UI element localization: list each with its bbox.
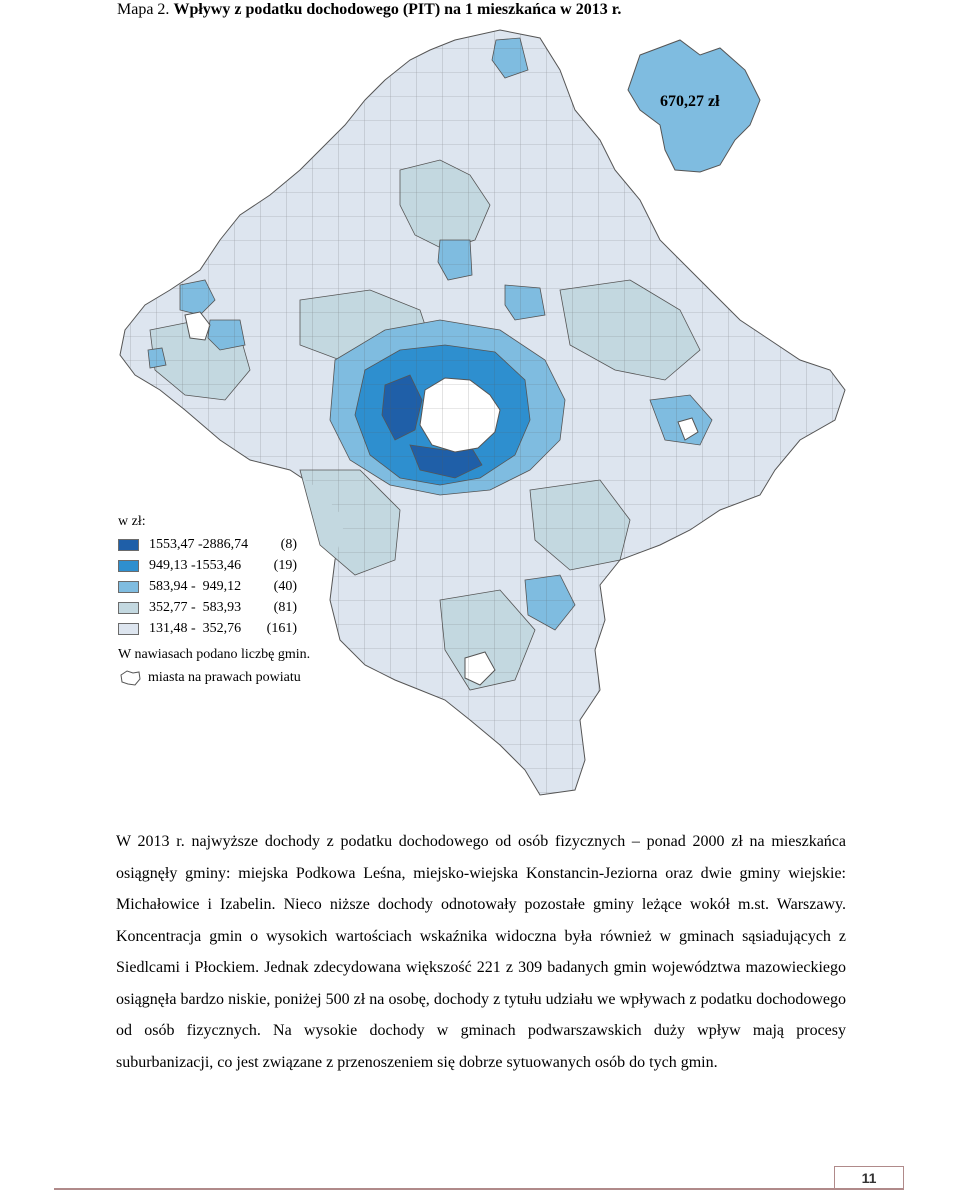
legend-city-entry (118, 669, 348, 687)
map-legend (118, 514, 348, 687)
body-paragraph: W 2013 r. najwyższe dochody z podatku dochodowego od osób fizycznych – ponad 2000 zł na mieszkańca osiągnęły gminy: miejska Podkowa Leśna, miejsko-wiejska Konstancin-Jeziorna oraz dwie gminy wiejskie: Michałowice i Izabelin. Nieco niższe dochody odnotowały pozostałe gminy leżące wokół m.st. Warszawy. Koncentracja gmin o wysokich wartościach wskaźnika widoczna była również w gminach sąsiadujących z Siedlcami i Płockiem. Jednak zdecydowana większość 221 z 309 badanych gmin województwa mazowieckiego osiągnęła bardzo niskie, poniżej 500 zł na osobę, dochody z tytułu udziału we wpływach z podatku dochodowego od osób fizycznych. Na wysokie dochody w gminach podwarszawskich duży wpływ mają procesy suburbanizacji, co jest związane z przenoszeniem się dobrze sytuowanych osób do tych gmin. (116, 833, 846, 1071)
legend-count: (81) (273, 599, 297, 615)
legend-count: (161) (266, 620, 297, 636)
legend-item (118, 576, 348, 597)
legend-item (118, 597, 348, 618)
legend-range: 352,77 - 583,93 (149, 599, 242, 615)
legend-count: (40) (273, 578, 297, 594)
legend-range: 583,94 - 949,12 (149, 578, 242, 594)
legend-item (118, 534, 348, 555)
caption-title: Wpływy z podatku dochodowego (PIT) na 1 mieszkańca w 2013 r. (173, 1, 622, 18)
legend-swatch (118, 581, 139, 593)
legend-count: (8) (280, 536, 297, 552)
legend-range: 131,48 - 352,76 (149, 620, 242, 636)
legend-city-label: miasta na prawach powiatu (148, 670, 301, 685)
legend-range: 949,13 -1553,46 (149, 557, 242, 573)
legend-swatch (118, 539, 139, 551)
legend-swatch (118, 623, 139, 635)
legend-item (118, 618, 348, 639)
legend-rows (118, 534, 348, 639)
legend-note: W nawiasach podano liczbę gmin. (118, 647, 311, 662)
legend-range: 1553,47 -2886,74 (149, 536, 249, 552)
legend-count: (19) (273, 557, 297, 573)
legend-swatch (118, 602, 139, 614)
city-outline-icon (118, 669, 142, 687)
footer-rule (54, 1188, 904, 1190)
inset-callout-value: 670,27 zł (660, 93, 720, 110)
caption-prefix: Mapa 2. (117, 1, 174, 18)
legend-swatch (118, 560, 139, 572)
legend-item (118, 555, 348, 576)
page-number: 11 (834, 1166, 904, 1190)
legend-title: w zł: (118, 514, 146, 529)
